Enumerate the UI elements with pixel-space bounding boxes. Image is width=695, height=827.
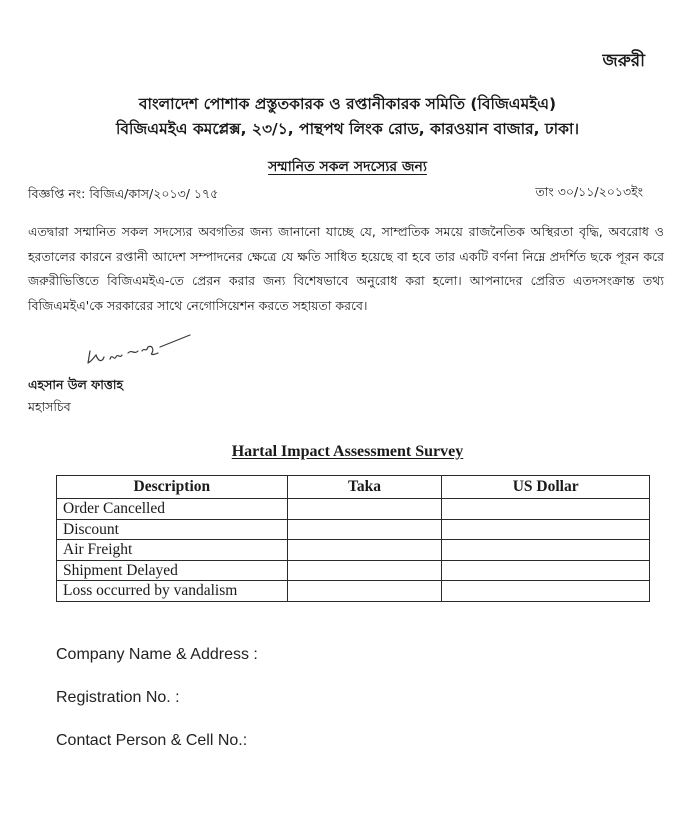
row-description: Loss occurred by vandalism <box>57 581 288 602</box>
salutation-text: সম্মানিত সকল সদস্যের জন্য <box>268 159 427 175</box>
survey-table <box>56 475 650 602</box>
registration-number-field[interactable]: Registration No. : <box>56 689 180 706</box>
signer-title: মহাসচিব <box>28 399 71 414</box>
column-header-description: Description <box>57 476 288 499</box>
letter-body: এতদ্বারা সম্মানিত সকল সদস্যের অবগতির জন্য জানানো যাচ্ছে যে, সাম্প্রতিক সময়ে রাজনৈতিক অস্থিরতা বৃদ্ধি, অবরোধ ও হরতালের কারনে রপ্তানী আদেশ সম্পাদনের ক্ষেত্রে যে ক্ষতি সাধিত হয়েছে বা হবে তার একটি বর্ণনা নিম্নে প্রদর্শিত ছকে পূরন করে জরুরীভিত্তিতে বিজিএমইএ-তে প্রেরন করার জন্য বিশেষভাবে অনুরোধ করা হলো। আপনাদের প্রেরিত এতদসংক্রান্ত তথ্য বিজিএমইএ'কে সরকারের সাথে নেগোসিয়েশন করতে সহায়তা করবে। <box>28 224 664 313</box>
row-description: Shipment Delayed <box>57 560 288 581</box>
contact-person-field[interactable]: Contact Person & Cell No.: <box>56 732 248 749</box>
signer-name: এহসান উল ফাত্তাহ <box>28 377 124 392</box>
column-header-us-dollar: US Dollar <box>442 476 650 499</box>
table-row <box>57 519 650 540</box>
table-row <box>57 560 650 581</box>
column-header-taka: Taka <box>287 476 442 499</box>
organization-name: বাংলাদেশ পোশাক প্রস্তুতকারক ও রপ্তানীকারক সমিতি (বিজিএমইএ) <box>138 95 557 113</box>
us-dollar-cell[interactable] <box>442 499 650 520</box>
us-dollar-cell[interactable] <box>442 581 650 602</box>
handwritten-signature <box>80 333 200 373</box>
survey-title-text: Hartal Impact Assessment Survey <box>231 443 464 460</box>
company-name-address-field[interactable]: Company Name & Address : <box>56 646 258 663</box>
organization-address: বিজিএমইএ কমপ্লেক্স, ২৩/১, পান্থপথ লিংক রোড, কারওয়ান বাজার, ঢাকা। <box>115 120 580 138</box>
survey-title <box>0 443 695 461</box>
row-description: Discount <box>57 519 288 540</box>
table-row <box>57 540 650 561</box>
table-row <box>57 581 650 602</box>
table-header-row <box>57 476 650 499</box>
us-dollar-cell[interactable] <box>442 560 650 581</box>
urgent-label: জরুরী <box>602 51 645 71</box>
taka-cell[interactable] <box>287 560 442 581</box>
us-dollar-cell[interactable] <box>442 540 650 561</box>
taka-cell[interactable] <box>287 540 442 561</box>
row-description: Air Freight <box>57 540 288 561</box>
letter-date: তাং ৩০/১১/২০১৩ইং <box>535 184 643 199</box>
row-description: Order Cancelled <box>57 499 288 520</box>
salutation-heading <box>0 155 695 179</box>
taka-cell[interactable] <box>287 581 442 602</box>
reference-number: বিজ্ঞপ্তি নং: বিজিএ/কাস/২০১৩/ ১৭৫ <box>28 186 219 201</box>
table-row <box>57 499 650 520</box>
taka-cell[interactable] <box>287 499 442 520</box>
taka-cell[interactable] <box>287 519 442 540</box>
us-dollar-cell[interactable] <box>442 519 650 540</box>
